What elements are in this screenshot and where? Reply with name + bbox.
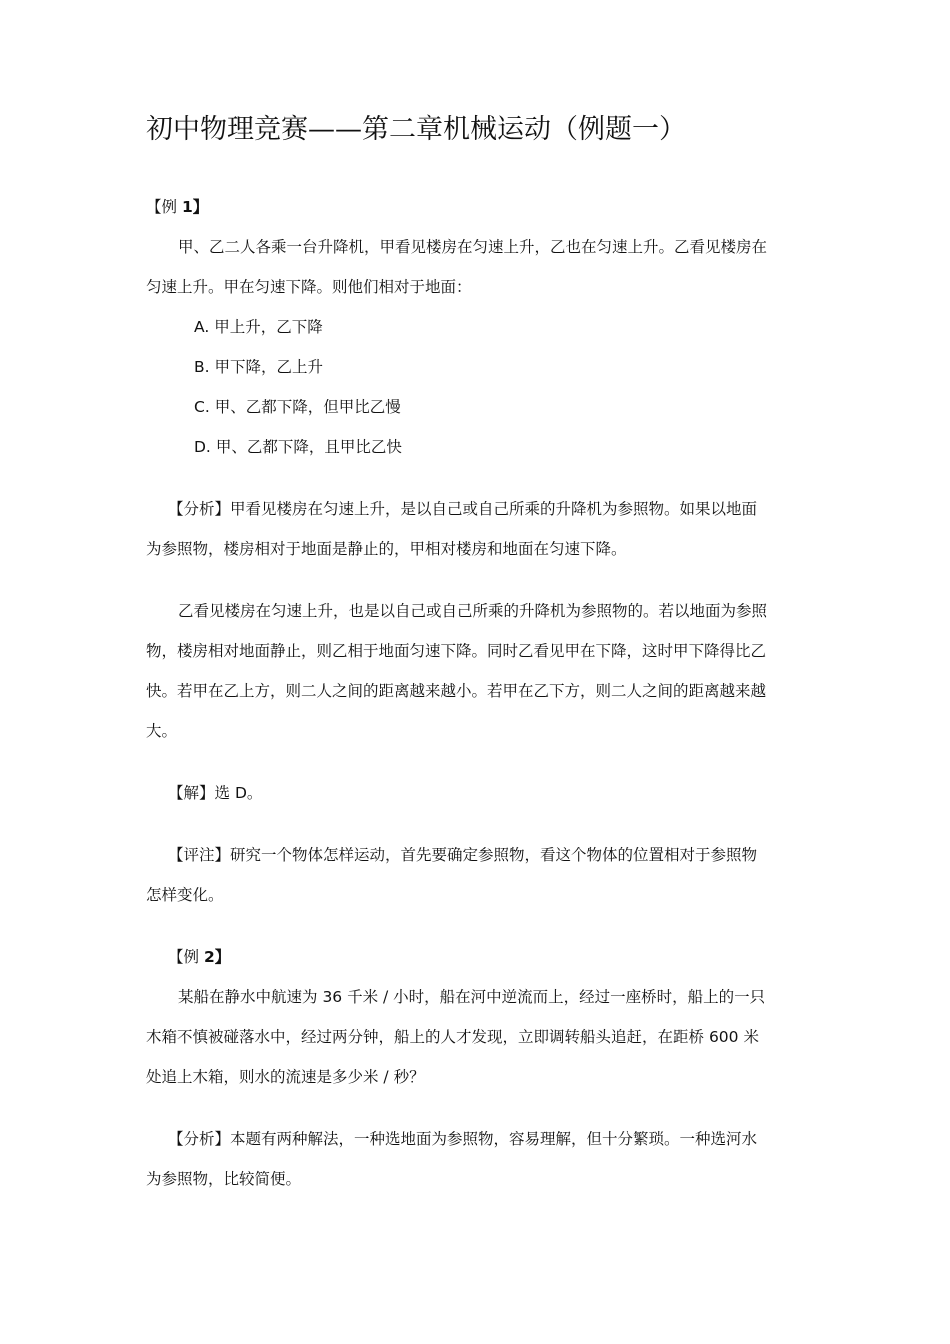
example-1-analysis-p2-line-1: 乙看见楼房在匀速上升，也是以自己或自己所乘的升降机为参照物的。若以地面为参照 xyxy=(178,602,768,620)
solution-label: 【解】 xyxy=(168,784,215,802)
analysis-2-text: 本题有两种解法，一种选地面为参照物，容易理解，但十分繁琐。一种选河水 xyxy=(230,1130,758,1148)
example-1-heading-prefix: 【例 xyxy=(146,198,182,216)
q-line-1-text-a: 某船在静水中航速为 xyxy=(178,988,323,1006)
example-1-heading-suffix: 】 xyxy=(192,197,209,216)
option-a-letter: A. xyxy=(194,318,210,336)
option-c xyxy=(194,396,864,418)
option-b-text: 甲下降，乙上升 xyxy=(214,358,324,376)
q-line-2-text-a: 木箱不慎被碰落水中，经过两分钟，船上的人才发现，立即调转船头追赶，在距桥 xyxy=(146,1028,709,1046)
example-1-analysis-line-1 xyxy=(168,498,838,520)
example-2-number: 2 xyxy=(203,948,215,966)
example-2-heading xyxy=(168,946,838,968)
example-1-question-line-1: 甲、乙二人各乘一台升降机，甲看见楼房在匀速上升，乙也在匀速上升。乙看见楼房在 xyxy=(178,238,768,256)
solution-prefix: 选 xyxy=(214,784,235,802)
option-d-text: 甲、乙都下降，且甲比乙快 xyxy=(215,438,402,456)
option-d-letter: D. xyxy=(194,438,211,456)
option-a xyxy=(194,316,864,338)
example-1-analysis-p2-line-4: 大。 xyxy=(146,722,178,740)
comment-text: 研究一个物体怎样运动，首先要确定参照物，看这个物体的位置相对于参照物 xyxy=(230,846,758,864)
example-1-comment-line-1 xyxy=(168,844,838,866)
option-c-letter: C. xyxy=(194,398,210,416)
distance-value: 600 xyxy=(708,1028,739,1046)
example-2-question-line-3: 处追上木箱，则水的流速是多少米 / 秒？ xyxy=(146,1068,425,1086)
example-2-question-line-1 xyxy=(178,986,848,1008)
example-1-heading xyxy=(146,196,816,218)
document-title: 初中物理竞赛——第二章机械运动（例题一） xyxy=(146,114,686,145)
example-2-question-line-2 xyxy=(146,1026,816,1048)
example-2-analysis-line-2: 为参照物，比较简便。 xyxy=(146,1170,302,1188)
example-1-analysis-line-2: 为参照物，楼房相对于地面是静止的，甲相对楼房和地面在匀速下降。 xyxy=(146,540,627,558)
analysis-2-label: 【分析】 xyxy=(168,1130,231,1148)
option-b-letter: B. xyxy=(194,358,210,376)
example-1-number: 1 xyxy=(181,198,193,216)
option-b xyxy=(194,356,864,378)
example-1-solution xyxy=(168,782,838,804)
solution-suffix: 。 xyxy=(246,784,263,802)
example-1-analysis-p2-line-3: 快。若甲在乙上方，则二人之间的距离越来越小。若甲在乙下方，则二人之间的距离越来越 xyxy=(146,682,767,700)
example-2-heading-prefix: 【例 xyxy=(168,948,204,966)
example-2-heading-suffix: 】 xyxy=(214,947,231,966)
option-d xyxy=(194,436,864,458)
analysis-label: 【分析】 xyxy=(168,500,231,518)
q-line-2-text-b: 米 xyxy=(738,1028,759,1046)
q-line-1-text-b: 千米 / 小时，船在河中逆流而上，经过一座桥时，船上的一只 xyxy=(342,988,766,1006)
comment-label: 【评注】 xyxy=(168,846,231,864)
example-2-analysis-line-1 xyxy=(168,1128,838,1150)
example-1-question-line-2: 匀速上升。甲在匀速下降。则他们相对于地面： xyxy=(146,278,472,296)
analysis-text: 甲看见楼房在匀速上升，是以自己或自己所乘的升降机为参照物。如果以地面 xyxy=(230,500,758,518)
option-a-text: 甲上升，乙下降 xyxy=(214,318,323,336)
example-1-analysis-p2-line-2: 物，楼房相对地面静止，则乙相于地面匀速下降。同时乙看见甲在下降，这时甲下降得比乙 xyxy=(146,642,767,660)
option-c-text: 甲、乙都下降，但甲比乙慢 xyxy=(214,398,401,416)
solution-answer: D xyxy=(234,784,247,802)
example-1-comment-line-2: 怎样变化。 xyxy=(146,886,224,904)
speed-value: 36 xyxy=(322,988,343,1006)
